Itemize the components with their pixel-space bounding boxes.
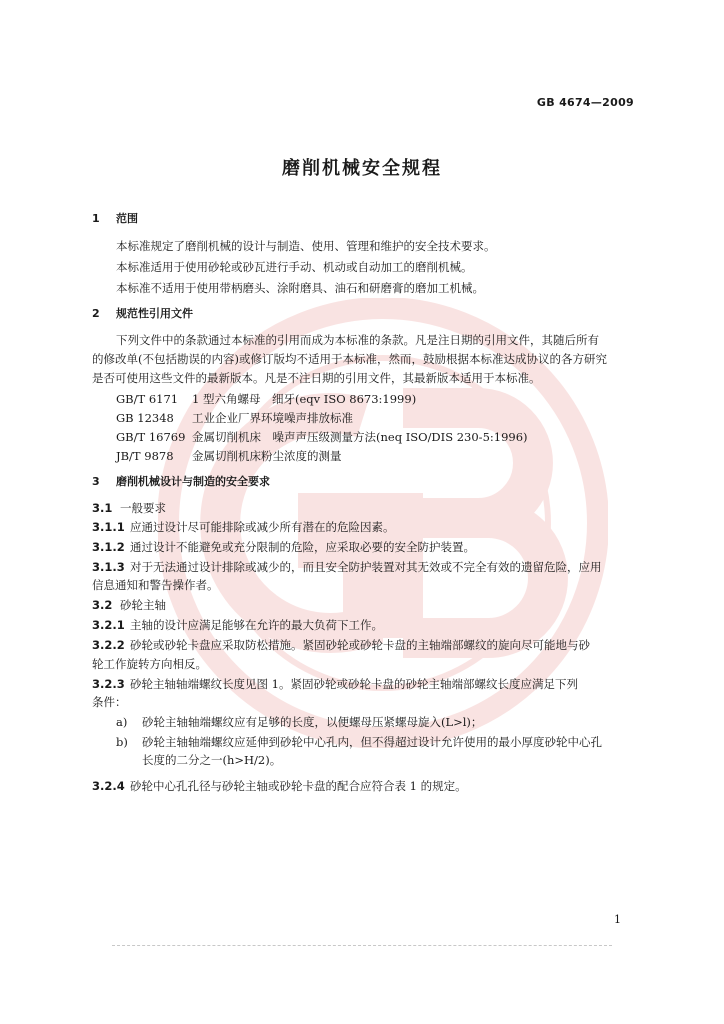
reference-entry [116, 392, 416, 406]
reference-entry [116, 411, 353, 425]
clause-3-1 [92, 501, 166, 515]
clause-number: 3.1.3 [92, 560, 125, 574]
list-item [116, 735, 602, 749]
clause-continuation: 条件： [92, 695, 127, 709]
clause-3-2-3 [92, 677, 578, 691]
paragraph: 本标准规定了磨削机械的设计与制造、使用、管理和维护的安全技术要求。 [116, 239, 496, 253]
paragraph-line: 的修改单(不包括勘误的内容)或修订版均不适用于本标准，然而，鼓励根据本标准达成协议的各方研究 [92, 352, 607, 366]
reference-code: GB/T 6171 [116, 392, 179, 406]
section-3-heading [92, 475, 270, 489]
section-number: 2 [92, 307, 100, 320]
section-1-heading [92, 212, 138, 226]
page-number: 1 [614, 913, 621, 926]
clause-number: 3.2 [92, 598, 113, 612]
paragraph: 本标准适用于使用砂轮或砂瓦进行手动、机动或自动加工的磨削机械。 [116, 260, 473, 274]
footer-divider [112, 945, 612, 946]
list-item-continuation: 长度的二分之一(h>H/2)。 [142, 753, 282, 767]
paragraph: 本标准不适用于使用带柄磨头、涂附磨具、油石和研磨膏的磨加工机械。 [116, 281, 484, 295]
clause-text: 应通过设计尽可能排除或减少所有潜在的危险因素。 [130, 520, 395, 534]
clause-number: 3.2.3 [92, 677, 125, 691]
clause-text: 通过设计不能避免或充分限制的危险，应采取必要的安全防护装置。 [130, 540, 475, 554]
clause-number: 3.2.4 [92, 779, 125, 793]
clause-3-2-4 [92, 779, 467, 793]
clause-text: 砂轮中心孔孔径与砂轮主轴或砂轮卡盘的配合应符合表 1 的规定。 [130, 779, 467, 793]
list-item-label: a) [116, 715, 128, 729]
section-title: 范围 [116, 212, 138, 225]
clause-text: 砂轮主轴轴端螺纹长度见图 1。紧固砂轮或砂轮卡盘的砂轮主轴端部螺纹长度应满足下列 [130, 677, 578, 691]
reference-code: GB/T 16769 [116, 430, 186, 444]
clause-text: 主轴的设计应满足能够在允许的最大负荷下工作。 [130, 618, 383, 632]
section-number: 3 [92, 475, 100, 488]
clause-3-1-3 [92, 560, 602, 574]
reference-title: 金属切削机床粉尘浓度的测量 [192, 449, 342, 463]
reference-title: 金属切削机床 噪声声压级测量方法(neq ISO/DIS 230-5:1996) [192, 430, 528, 444]
clause-3-1-1 [92, 520, 395, 534]
list-item-text: 砂轮主轴轴端螺纹应有足够的长度，以便螺母压紧螺母旋入(L>l)； [142, 715, 483, 729]
clause-number: 3.1.2 [92, 540, 125, 554]
list-item [116, 715, 482, 729]
list-item-text: 砂轮主轴轴端螺纹应延伸到砂轮中心孔内，但不得超过设计允许使用的最小厚度砂轮中心孔 [142, 735, 602, 749]
clause-3-2-1 [92, 618, 383, 632]
clause-3-1-2 [92, 540, 475, 554]
clause-number: 3.2.1 [92, 618, 125, 632]
paragraph-line: 下列文件中的条款通过本标准的引用而成为本标准的条款。凡是注日期的引用文件，其随后所有 [116, 333, 599, 347]
clause-text: 砂轮主轴 [120, 598, 166, 612]
reference-entry [116, 449, 342, 463]
section-title: 磨削机械设计与制造的安全要求 [116, 475, 270, 488]
reference-title: 工业企业厂界环境噪声排放标准 [192, 411, 353, 425]
clause-text: 砂轮或砂轮卡盘应采取防松措施。紧固砂轮或砂轮卡盘的主轴端部螺纹的旋向尽可能地与砂 [130, 638, 590, 652]
list-item-label: b) [116, 735, 128, 749]
clause-text: 一般要求 [120, 501, 166, 515]
clause-continuation: 信息通知和警告操作者。 [92, 578, 219, 592]
clause-3-2-2 [92, 638, 590, 652]
section-number: 1 [92, 212, 100, 225]
clause-number: 3.2.2 [92, 638, 125, 652]
reference-code: GB 12348 [116, 411, 174, 425]
document-title: 磨削机械安全规程 [282, 158, 442, 179]
clause-text: 对于无法通过设计排除或减少的，而且安全防护装置对其无效或不完全有效的遗留危险，应用 [130, 560, 602, 574]
paragraph-line: 是否可使用这些文件的最新版本。凡是不注日期的引用文件，其最新版本适用于本标准。 [92, 371, 541, 385]
clause-continuation: 轮工作旋转方向相反。 [92, 657, 207, 671]
standard-number: GB 4674—2009 [536, 96, 634, 109]
reference-code: JB/T 9878 [116, 449, 174, 463]
clause-number: 3.1.1 [92, 520, 125, 534]
clause-number: 3.1 [92, 501, 113, 515]
section-title: 规范性引用文件 [116, 307, 193, 320]
reference-title: 1 型六角螺母 细牙(eqv ISO 8673:1999) [192, 392, 417, 406]
reference-entry [116, 430, 528, 444]
clause-3-2 [92, 598, 166, 612]
section-2-heading [92, 307, 193, 321]
